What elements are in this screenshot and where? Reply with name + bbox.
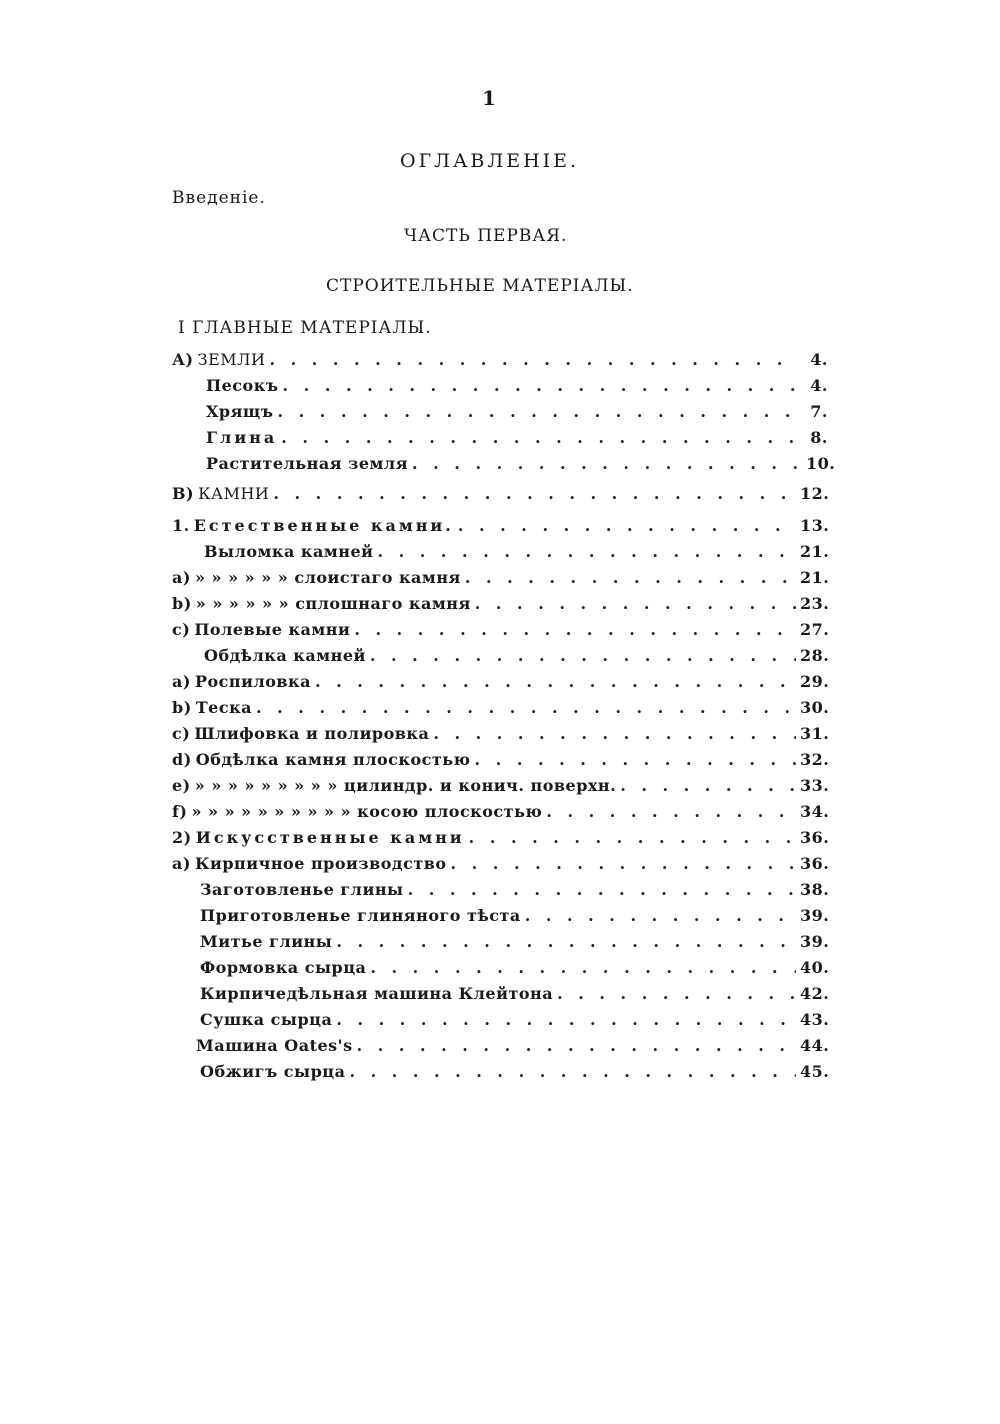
leader-dots	[433, 724, 796, 743]
toc-page: 30.	[800, 698, 830, 717]
toc-label: Глина	[206, 428, 278, 447]
toc-page: 4.	[810, 350, 828, 369]
toc-page: 40.	[800, 958, 830, 977]
toc-entry	[172, 698, 828, 722]
toc-label: Обжигъ сырца	[200, 1062, 346, 1081]
toc-page: 29.	[800, 672, 830, 691]
toc-marker: a)	[172, 568, 191, 587]
toc-page: 12.	[800, 484, 830, 503]
leader-dots	[458, 516, 796, 535]
toc-label: Заготовленье глины	[200, 880, 404, 899]
leader-dots	[408, 880, 796, 899]
toc-entry	[206, 428, 828, 452]
toc-entry	[206, 454, 834, 478]
leader-dots	[281, 428, 796, 447]
toc-page: 34.	[800, 802, 830, 821]
toc-entry	[172, 802, 828, 826]
leader-dots	[370, 958, 796, 977]
toc-label: Выломка камней	[204, 542, 374, 561]
toc-entry	[204, 542, 828, 566]
toc-page: 33.	[800, 776, 830, 795]
toc-page: 36.	[800, 828, 830, 847]
toc-page: 21.	[800, 542, 830, 561]
toc-entry	[172, 750, 828, 774]
toc-marker: f)	[172, 802, 188, 821]
leader-dots	[412, 454, 802, 473]
toc-label: Обдѣлка камней	[204, 646, 366, 665]
toc-entry	[172, 350, 828, 374]
toc-label: » » » » » » » » » цилиндр. и конич. поверхн.	[194, 776, 617, 795]
leader-dots	[475, 750, 796, 769]
leader-dots	[269, 350, 796, 369]
toc-entry	[172, 776, 828, 800]
toc-entry	[200, 880, 828, 904]
leader-dots	[469, 828, 796, 847]
toc-marker: А)	[172, 350, 194, 369]
toc-page: 8.	[810, 428, 828, 447]
toc-page: 45.	[800, 1062, 830, 1081]
toc-label: КАМНИ	[198, 484, 270, 503]
leader-dots	[357, 1036, 796, 1055]
toc-page: 23.	[800, 594, 830, 613]
toc-page: 13.	[800, 516, 830, 535]
leader-dots	[546, 802, 796, 821]
toc-entry	[172, 594, 828, 618]
chapter-title: I ГЛАВНЫЕ МАТЕРІАЛЫ.	[178, 318, 432, 338]
toc-label: Естественные камни.	[193, 516, 454, 535]
toc-label: » » » » » » слоистаго камня	[194, 568, 461, 587]
leader-dots	[620, 776, 796, 795]
toc-marker: В)	[172, 484, 195, 503]
document-title: ОГЛАВЛЕНІЕ.	[400, 150, 580, 172]
toc-page: 28.	[800, 646, 830, 665]
toc-entry	[172, 828, 828, 852]
toc-label: Кирпичное производство	[194, 854, 447, 873]
leader-dots	[336, 932, 796, 951]
toc-marker: b)	[172, 698, 192, 717]
toc-marker: 2)	[172, 828, 192, 847]
toc-label: Шлифовка и полировка	[194, 724, 430, 743]
leader-dots	[278, 402, 796, 421]
toc-page: 39.	[800, 906, 830, 925]
toc-page: 42.	[800, 984, 830, 1003]
toc-entry	[204, 646, 828, 670]
toc-entry	[172, 516, 828, 540]
section-title: СТРОИТЕЛЬНЫЕ МАТЕРІАЛЫ.	[326, 276, 634, 296]
toc-page: 27.	[800, 620, 830, 639]
toc-page: 7.	[810, 402, 828, 421]
toc-label: Теска	[195, 698, 253, 717]
introduction-entry: Введеніе.	[172, 188, 266, 208]
leader-dots	[465, 568, 796, 587]
leader-dots	[349, 1062, 796, 1081]
toc-marker: b)	[172, 594, 192, 613]
toc-page: 36.	[800, 854, 830, 873]
toc-entry	[200, 906, 828, 930]
leader-dots	[273, 484, 796, 503]
toc-entry	[172, 854, 828, 878]
toc-page: 31.	[800, 724, 830, 743]
toc-label: Сушка сырца	[200, 1010, 333, 1029]
toc-marker: e)	[172, 776, 191, 795]
toc-marker: 1.	[172, 516, 190, 535]
toc-entry	[172, 620, 828, 644]
toc-label: Искусственные камни	[195, 828, 465, 847]
part-title: ЧАСТЬ ПЕРВАЯ.	[404, 226, 568, 246]
toc-label: Приготовленье глиняного тѣста	[200, 906, 521, 925]
toc-page: 10.	[806, 454, 836, 473]
toc-label: Кирпичедѣльная машина Клейтона	[200, 984, 554, 1003]
leader-dots	[370, 646, 796, 665]
toc-entry	[200, 958, 828, 982]
toc-label: Обдѣлка камня плоскостью	[195, 750, 471, 769]
toc-label: Митье глины	[200, 932, 333, 951]
toc-entry	[200, 1010, 828, 1034]
toc-marker: a)	[172, 854, 191, 873]
toc-page: 39.	[800, 932, 830, 951]
toc-entry	[172, 724, 828, 748]
toc-page: 21.	[800, 568, 830, 587]
toc-marker: d)	[172, 750, 192, 769]
toc-entry	[200, 984, 828, 1008]
leader-dots	[315, 672, 796, 691]
toc-page: 4.	[810, 376, 828, 395]
leader-dots	[336, 1010, 796, 1029]
toc-marker: c)	[172, 620, 191, 639]
toc-page: 43.	[800, 1010, 830, 1029]
toc-page: 38.	[800, 880, 830, 899]
leader-dots	[377, 542, 796, 561]
toc-label: Растительная земля	[206, 454, 409, 473]
toc-label: Формовка сырца	[200, 958, 367, 977]
toc-entry	[206, 376, 828, 400]
toc-marker: a)	[172, 672, 191, 691]
leader-dots	[475, 594, 796, 613]
toc-entry	[172, 672, 828, 696]
toc-label: » » » » » » » » » » косою плоскостью	[191, 802, 543, 821]
toc-label: ЗЕМЛИ	[197, 350, 266, 369]
toc-entry	[196, 1036, 828, 1060]
leader-dots	[557, 984, 796, 1003]
toc-label: Хрящъ	[206, 402, 274, 421]
toc-entry	[206, 402, 828, 426]
leader-dots	[256, 698, 796, 717]
toc-entry	[172, 484, 828, 508]
leader-dots	[283, 376, 796, 395]
toc-entry	[200, 1062, 828, 1086]
toc-label: Песокъ	[206, 376, 279, 395]
toc-label: Полевые камни	[194, 620, 351, 639]
leader-dots	[354, 620, 796, 639]
toc-entry	[172, 568, 828, 592]
toc-page: 32.	[800, 750, 830, 769]
leader-dots	[525, 906, 796, 925]
toc-label: Роспиловка	[194, 672, 311, 691]
toc-label: Машина Oates's	[196, 1036, 353, 1055]
page-number: 1	[482, 86, 496, 110]
toc-entry	[200, 932, 828, 956]
toc-label: » » » » » » сплошнаго камня	[195, 594, 471, 613]
toc-page: 44.	[800, 1036, 830, 1055]
toc-marker: c)	[172, 724, 191, 743]
leader-dots	[451, 854, 796, 873]
